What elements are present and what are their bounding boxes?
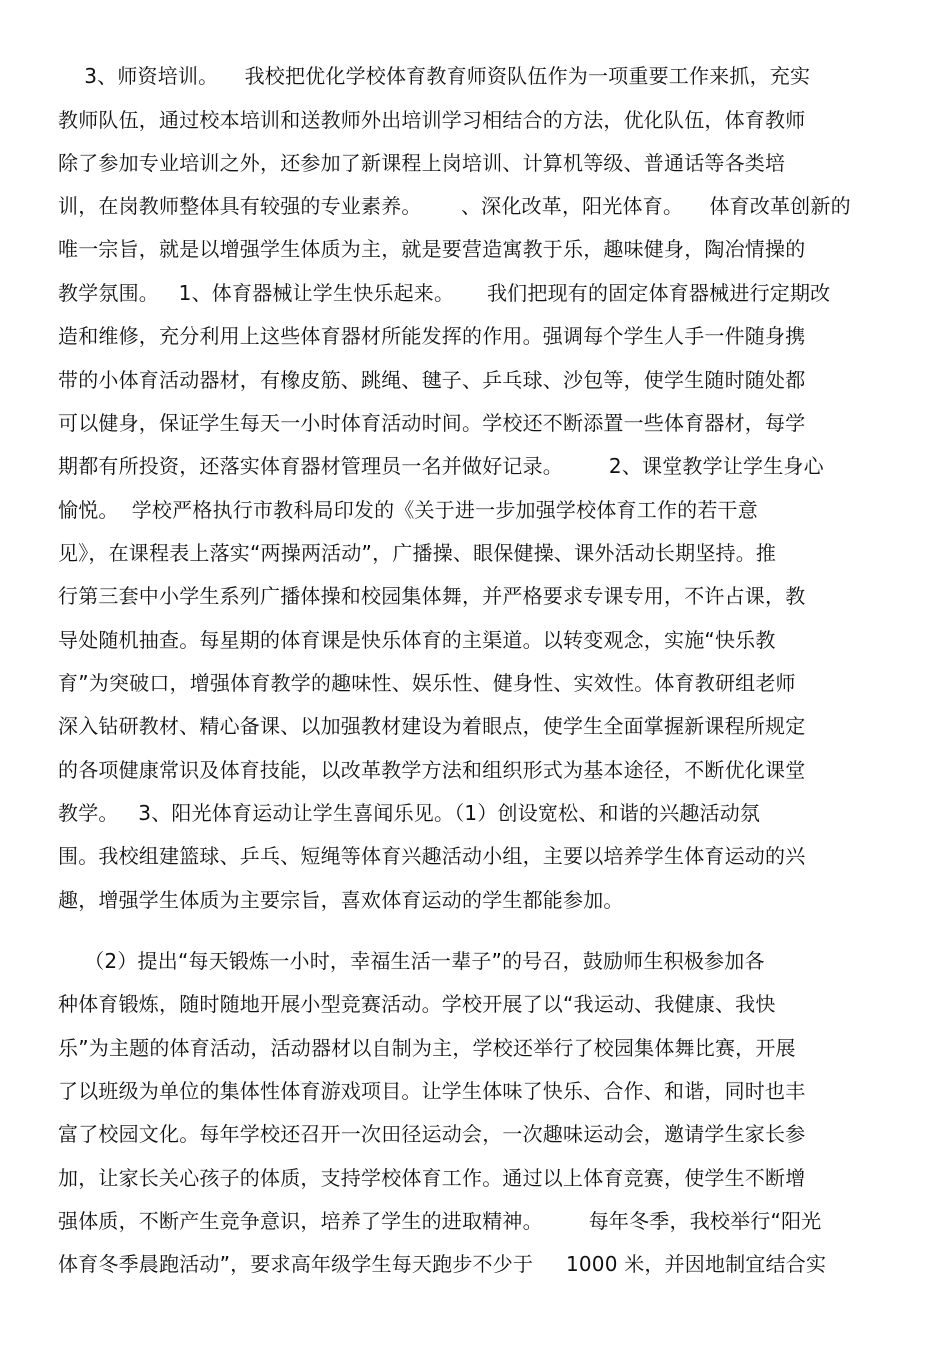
- text-line: 富了校园文化。每年学校还召开一次田径运动会，一次趣味运动会，邀请学生家长参: [58, 1122, 806, 1146]
- text-line: 教学氛围。 1、体育器械让学生快乐起来。 我们把现有的固定体育器械进行定期改: [58, 281, 831, 305]
- text-line: 加，让家长关心孩子的体质，支持学校体育工作。通过以上体育竞赛，使学生不断增: [58, 1166, 806, 1190]
- text-line: 愉悦。 学校严格执行市教科局印发的《关于进一步加强学校体育工作的若干意: [58, 498, 758, 522]
- text-line: 见》，在课程表上落实“两操两活动”，广播操、眼保健操、课外活动长期坚持。推: [58, 541, 777, 565]
- text-line: 围。我校组建篮球、乒乓、短绳等体育兴趣活动小组，主要以培养学生体育运动的兴: [58, 844, 806, 868]
- text-line: 行第三套中小学生系列广播体操和校园集体舞，并严格要求专课专用，不许占课，教: [58, 584, 806, 608]
- text-line: 趣，增强学生体质为主要宗旨，喜欢体育运动的学生都能参加。: [58, 888, 624, 912]
- text-line: 3、师资培训。 我校把优化学校体育教育师资队伍作为一项重要工作来抓，充实: [58, 64, 811, 88]
- text-line: 教学。 3、阳光体育运动让学生喜闻乐见。（1）创设宽松、和谐的兴趣活动氛: [58, 801, 761, 825]
- text-line: 体育冬季晨跑活动”，要求高年级学生每天跑步不少于 1000 米，并因地制宜结合实: [58, 1252, 827, 1276]
- text-line: 强体质，不断产生竞争意识，培养了学生的进取精神。 每年冬季，我校举行“阳光: [58, 1209, 822, 1233]
- text-line: 带的小体育活动器材，有橡皮筋、跳绳、毽子、乒乓球、沙包等，使学生随时随处都: [58, 368, 806, 392]
- text-line: 了以班级为单位的集体性体育游戏项目。让学生体味了快乐、合作、和谐，同时也丰: [58, 1079, 806, 1103]
- text-line: 的各项健康常识及体育技能，以改革教学方法和组织形式为基本途径，不断优化课堂: [58, 758, 806, 782]
- text-line: 唯一宗旨，就是以增强学生体质为主，就是要营造寓教于乐，趣味健身，陶冶情操的: [58, 237, 806, 261]
- text-line: 教师队伍，通过校本培训和送教师外出培训学习相结合的方法，优化队伍，体育教师: [58, 108, 806, 132]
- text-line: 导处随机抽查。每星期的体育课是快乐体育的主渠道。以转变观念，实施“快乐教: [58, 628, 776, 652]
- text-line: 期都有所投资，还落实体育器材管理员一名并做好记录。 2、课堂教学让学生身心: [58, 454, 824, 478]
- text-line: 可以健身，保证学生每天一小时体育活动时间。学校还不断添置一些体育器材，每学: [58, 411, 806, 435]
- text-line: 造和维修，充分利用上这些体育器材所能发挥的作用。强调每个学生人手一件随身携: [58, 324, 806, 348]
- text-line: 育”为突破口，增强体育教学的趣味性、娱乐性、健身性、实效性。体育教研组老师: [58, 671, 796, 695]
- text-line: 深入钻研教材、精心备课、以加强教材建设为着眼点，使学生全面掌握新课程所规定: [58, 714, 806, 738]
- text-line: 除了参加专业培训之外，还参加了新课程上岗培训、计算机等级、普通话等各类培: [58, 151, 786, 175]
- text-line: （2）提出“每天锻炼一小时，幸福生活一辈子”的号召，鼓励师生积极参加各: [58, 949, 765, 973]
- text-line: 种体育锻炼，随时随地开展小型竞赛活动。学校开展了以“我运动、我健康、我快: [58, 992, 776, 1016]
- text-line: 训，在岗教师整体具有较强的专业素养。 、深化改革，阳光体育。 体育改革创新的: [58, 194, 851, 218]
- text-line: 乐”为主题的体育活动，活动器材以自制为主，学校还举行了校园集体舞比赛，开展: [58, 1036, 796, 1060]
